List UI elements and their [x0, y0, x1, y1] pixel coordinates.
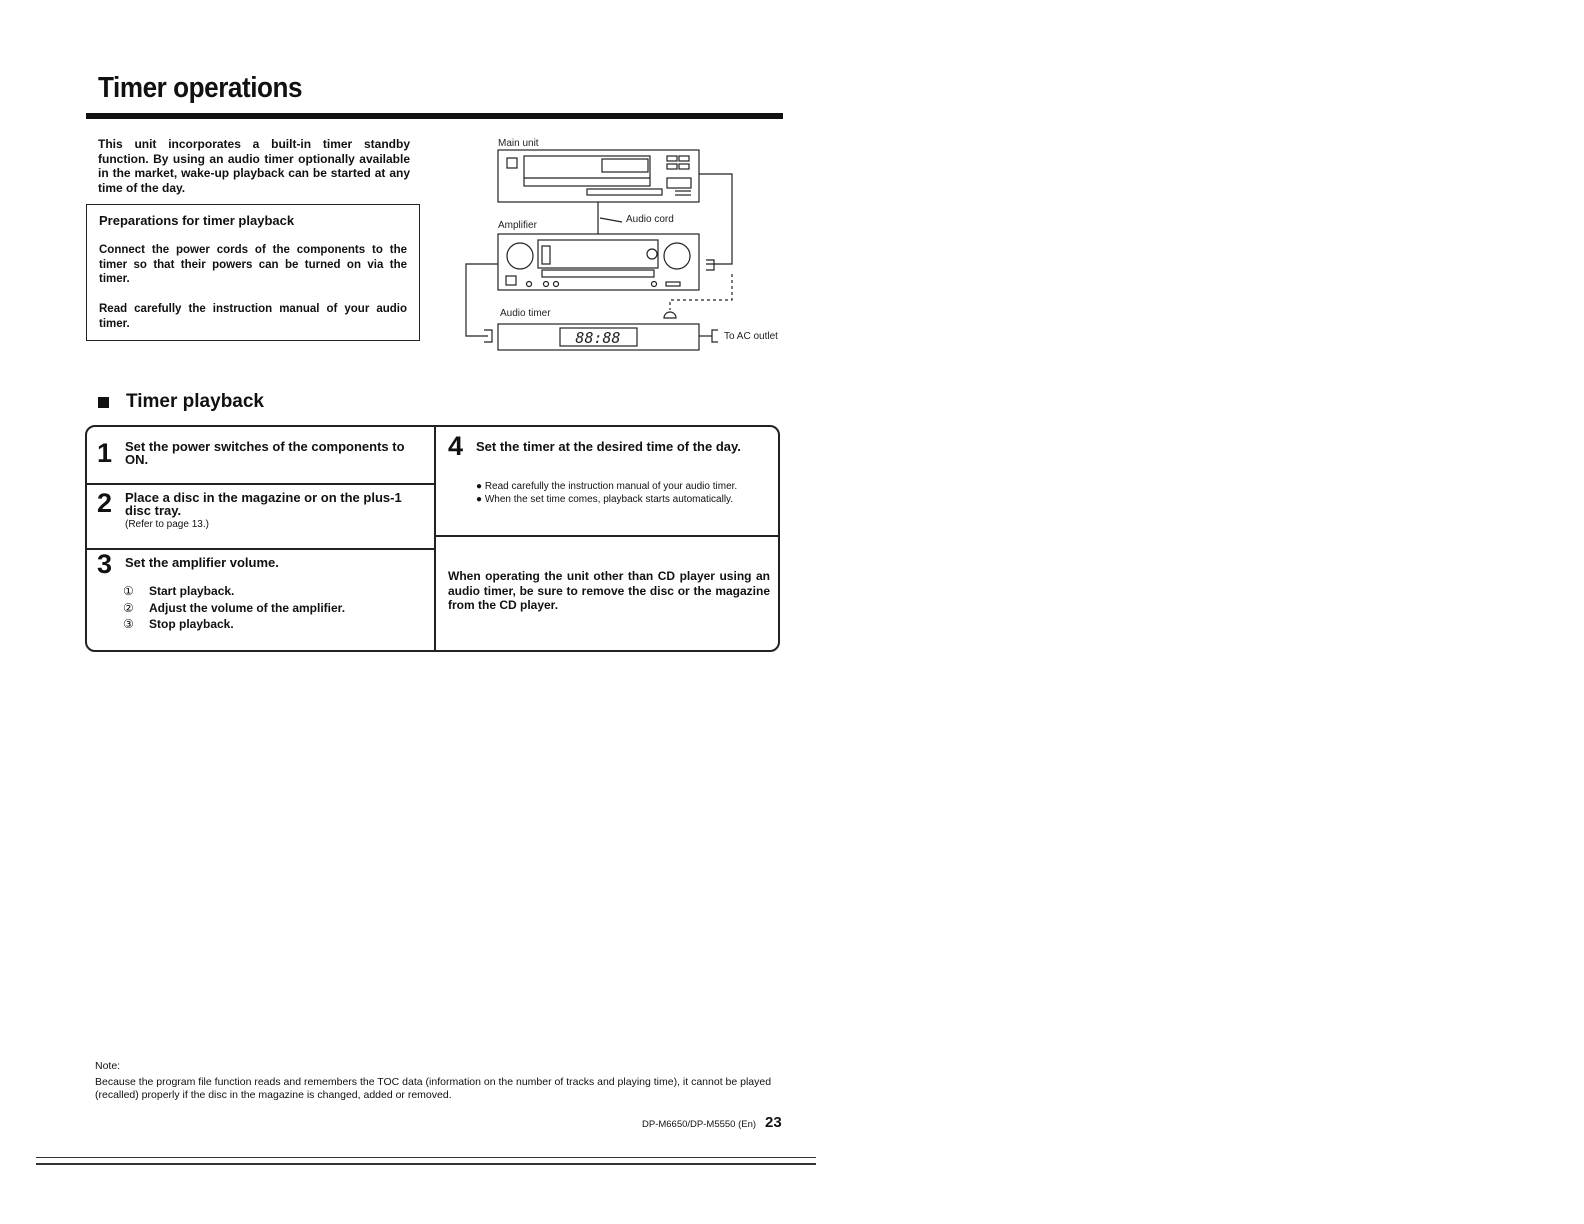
square-bullet-icon [98, 397, 109, 408]
audio-timer-label: Audio timer [500, 308, 551, 319]
step-title: Place a disc in the magazine or on the plus-1 disc tray. [125, 490, 402, 518]
warning-cell [436, 427, 778, 650]
step-number: 3 [97, 549, 113, 579]
note-text: Because the program file function reads and remembers the TOC data (information on the number of tracks and playing time), it cannot be played (recalled) properly if the disc in the magazine is changed, added or removed. [95, 1076, 772, 1101]
page-title: Timer operations [98, 72, 303, 104]
audio-cord-label: Audio cord [626, 214, 674, 225]
circled-number: ② [123, 601, 134, 615]
step-number: 4 [448, 431, 464, 461]
circled-number: ① [123, 584, 134, 598]
preparations-paragraph-1: Connect the power cords of the components to the timer so that their powers can be turned on via the timer. [99, 244, 407, 285]
step-title: Set the timer at the desired time of the day. [476, 439, 741, 454]
step-number: 2 [97, 488, 113, 518]
row-divider-2 [87, 548, 434, 550]
bottom-rule-1 [36, 1157, 816, 1158]
page-number: 23 [765, 1114, 782, 1131]
substep-text: Adjust the volume of the amplifier. [149, 601, 346, 615]
row-divider-1 [87, 483, 434, 485]
warning-text: When operating the unit other than CD player using an audio timer, be sure to remove the disc or the magazine from the CD player. [448, 569, 770, 612]
bullet-item-1: ● Read carefully the instruction manual of your audio timer. [476, 481, 738, 492]
bottom-rule-2 [36, 1163, 816, 1165]
note-label: Note: [95, 1060, 121, 1072]
substep-1 [123, 584, 234, 598]
preparations-box [86, 204, 420, 341]
substep-text: Start playback. [149, 584, 235, 598]
circled-number: ③ [123, 617, 134, 631]
step-title: Set the amplifier volume. [125, 555, 279, 570]
section-heading [98, 391, 264, 413]
footer-model: DP-M6650/DP-M5550 (En) [642, 1119, 757, 1130]
main-unit-device [498, 150, 699, 202]
preparations-paragraph-2: Read carefully the instruction manual of your audio timer. [99, 303, 407, 330]
connection-diagram [462, 134, 792, 356]
ac-outlet-label: To AC outlet [724, 331, 778, 342]
substep-text: Stop playback. [149, 617, 234, 631]
diagram-drawing [462, 134, 792, 356]
step-note: (Refer to page 13.) [125, 519, 209, 530]
main-unit-label: Main unit [498, 138, 539, 149]
step-title: Set the power switches of the components to ON. [125, 439, 405, 467]
timer-display: 88:88 [575, 329, 621, 347]
bullet-text: Read carefully the instruction manual of your audio timer. [484, 481, 738, 492]
step-number: 1 [97, 438, 113, 468]
intro-paragraph: This unit incorporates a built-in timer standby function. By using an audio timer optionally available in the market, wake-up playback can be started at any time of the day. [98, 137, 410, 195]
section-title: Timer playback [126, 391, 265, 412]
title-rule [86, 113, 783, 119]
bullet-item-2: ● When the set time comes, playback starts automatically. [476, 494, 734, 505]
preparations-title: Preparations for timer playback [99, 213, 295, 228]
bullet-text: When the set time comes, playback starts automatically. [484, 494, 734, 505]
substep-3 [123, 617, 234, 631]
amplifier-label: Amplifier [498, 220, 537, 231]
substep-2 [123, 601, 345, 615]
steps-box [85, 425, 780, 652]
